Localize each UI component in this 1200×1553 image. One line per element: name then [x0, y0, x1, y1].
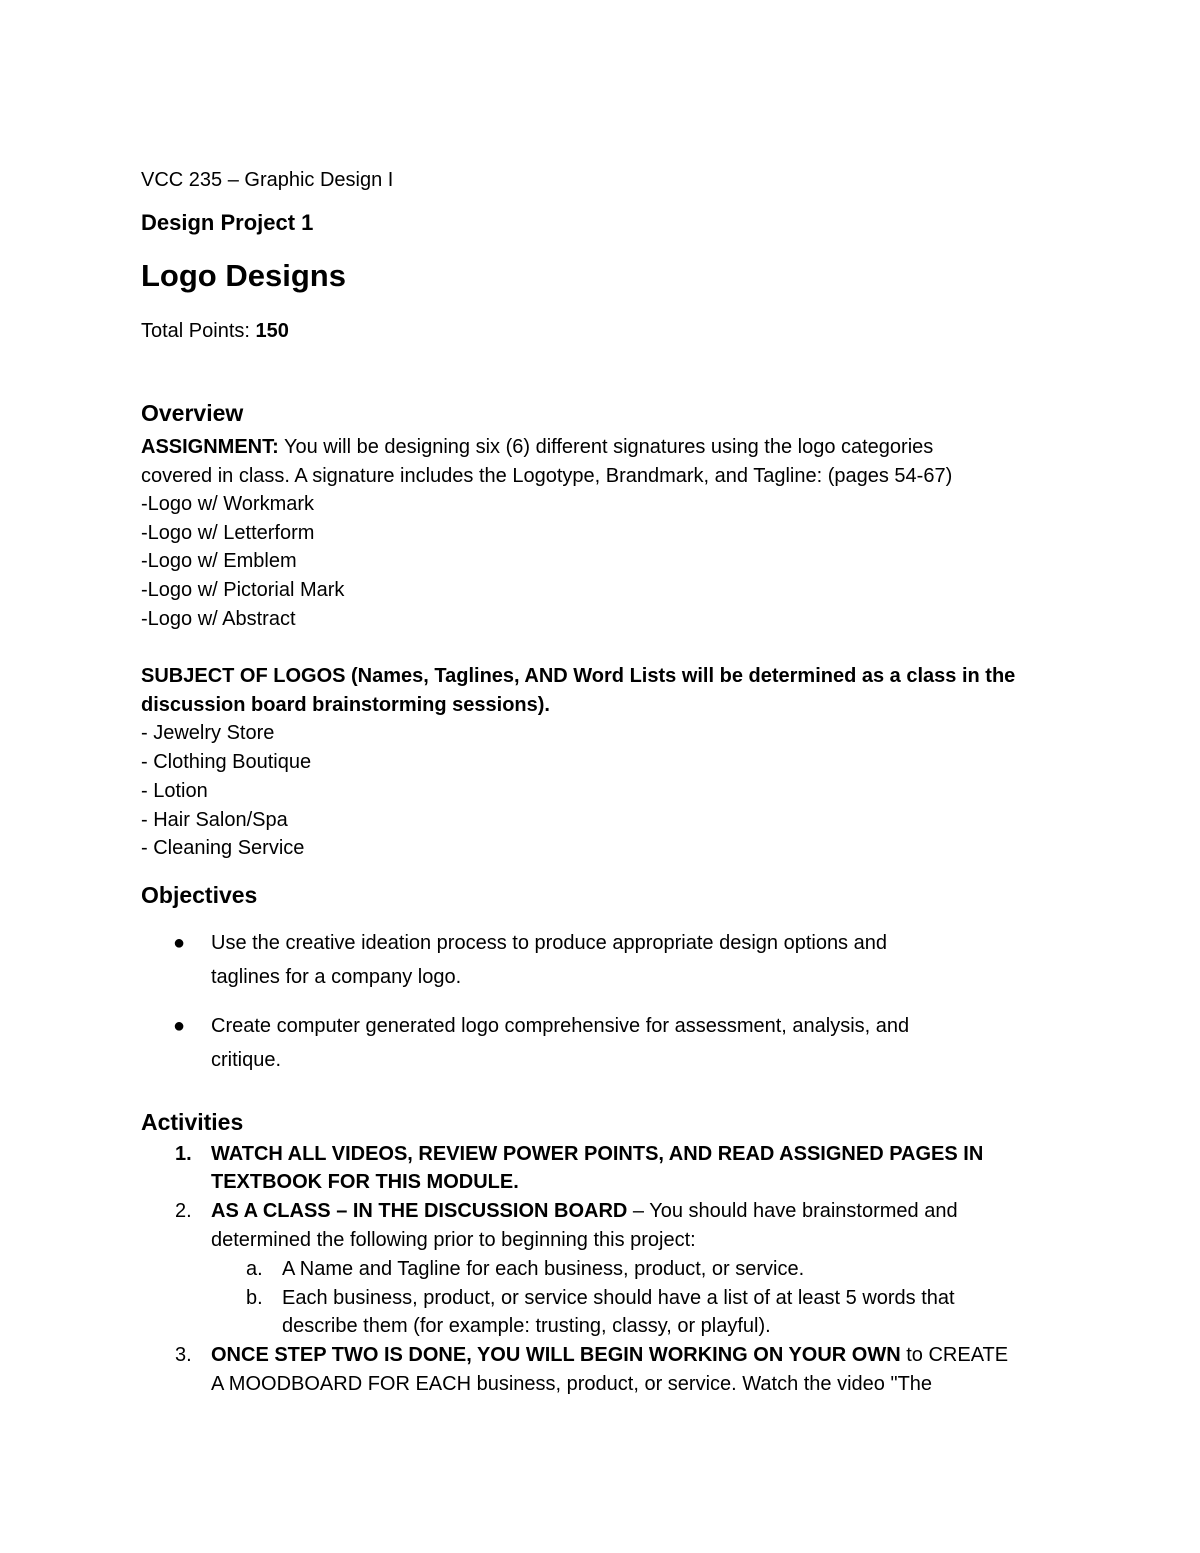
activity-step-number: 2.	[175, 1200, 192, 1222]
assignment-label: ASSIGNMENT:	[141, 436, 279, 458]
course-title: VCC 235 – Graphic Design I	[141, 169, 394, 191]
activity-step-text: determined the following prior to beginning this project:	[211, 1229, 696, 1251]
assignment-line-2: covered in class. A signature includes the Logotype, Brandmark, and Tagline: (pages 54-67)	[141, 465, 953, 487]
subject-item: - Cleaning Service	[141, 837, 305, 859]
subjects-heading-line-1: SUBJECT OF LOGOS (Names, Taglines, AND Word Lists will be determined as a class in the	[141, 665, 1016, 687]
objective-item	[173, 1012, 910, 1075]
activity-step-text: WATCH ALL VIDEOS, REVIEW POWER POINTS, AND READ ASSIGNED PAGES IN	[211, 1143, 984, 1165]
objective-line: taglines for a company logo.	[211, 966, 462, 988]
objective-line: Create computer generated logo comprehensive for assessment, analysis, and	[211, 1015, 910, 1037]
objective-item	[173, 929, 887, 992]
sub-step-text: Each business, product, or service should have a list of at least 5 words that	[282, 1287, 955, 1309]
subject-item: - Lotion	[141, 780, 208, 802]
category-item: -Logo w/ Emblem	[141, 550, 297, 572]
bullet-icon: ●	[173, 932, 186, 954]
subjects-heading-line-2: discussion board brainstorming sessions).	[141, 694, 550, 716]
overview-heading: Overview	[141, 400, 244, 426]
activity-step-bold: ONCE STEP TWO IS DONE, YOU WILL BEGIN WORKING ON YOUR OWN	[211, 1344, 901, 1366]
category-item: -Logo w/ Workmark	[141, 493, 315, 515]
bullet-icon: ●	[173, 1015, 186, 1037]
sub-step-text: describe them (for example: trusting, classy, or playful).	[282, 1315, 771, 1337]
subject-item: - Clothing Boutique	[141, 751, 312, 773]
activity-step-bold: AS A CLASS – IN THE DISCUSSION BOARD	[211, 1200, 628, 1222]
activities-heading: Activities	[141, 1109, 244, 1135]
activity-step-rest: to CREATE	[900, 1344, 1009, 1366]
activity-step-rest: – You should have brainstormed and	[627, 1200, 958, 1222]
activity-step-number: 3.	[175, 1344, 192, 1366]
activity-step-number: 1.	[175, 1143, 192, 1165]
page-title: Logo Designs	[141, 258, 346, 293]
activity-step-text	[211, 1341, 1008, 1370]
sub-step-text: A Name and Tagline for each business, product, or service.	[282, 1258, 805, 1280]
subject-item: - Jewelry Store	[141, 722, 275, 744]
objective-line: critique.	[211, 1049, 282, 1071]
sub-step-letter: b.	[246, 1287, 263, 1309]
total-points-value: 150	[255, 320, 289, 342]
assignment-text-1: You will be designing six (6) different signatures using the logo categories	[278, 436, 934, 458]
total-points	[141, 317, 289, 346]
project-title: Design Project 1	[141, 210, 314, 235]
subject-item: - Hair Salon/Spa	[141, 809, 288, 831]
objective-line: Use the creative ideation process to produce appropriate design options and	[211, 932, 887, 954]
activity-step-text: A MOODBOARD FOR EACH business, product, or service. Watch the video "The	[211, 1373, 933, 1395]
activity-step-text	[211, 1197, 958, 1226]
category-item: -Logo w/ Pictorial Mark	[141, 579, 345, 601]
total-points-label: Total Points:	[141, 320, 256, 342]
objectives-heading: Objectives	[141, 882, 258, 908]
activity-step-text: TEXTBOOK FOR THIS MODULE.	[211, 1171, 519, 1193]
assignment-line-1	[141, 433, 933, 462]
category-item: -Logo w/ Letterform	[141, 522, 315, 544]
category-item: -Logo w/ Abstract	[141, 608, 296, 630]
sub-step-letter: a.	[246, 1258, 263, 1280]
